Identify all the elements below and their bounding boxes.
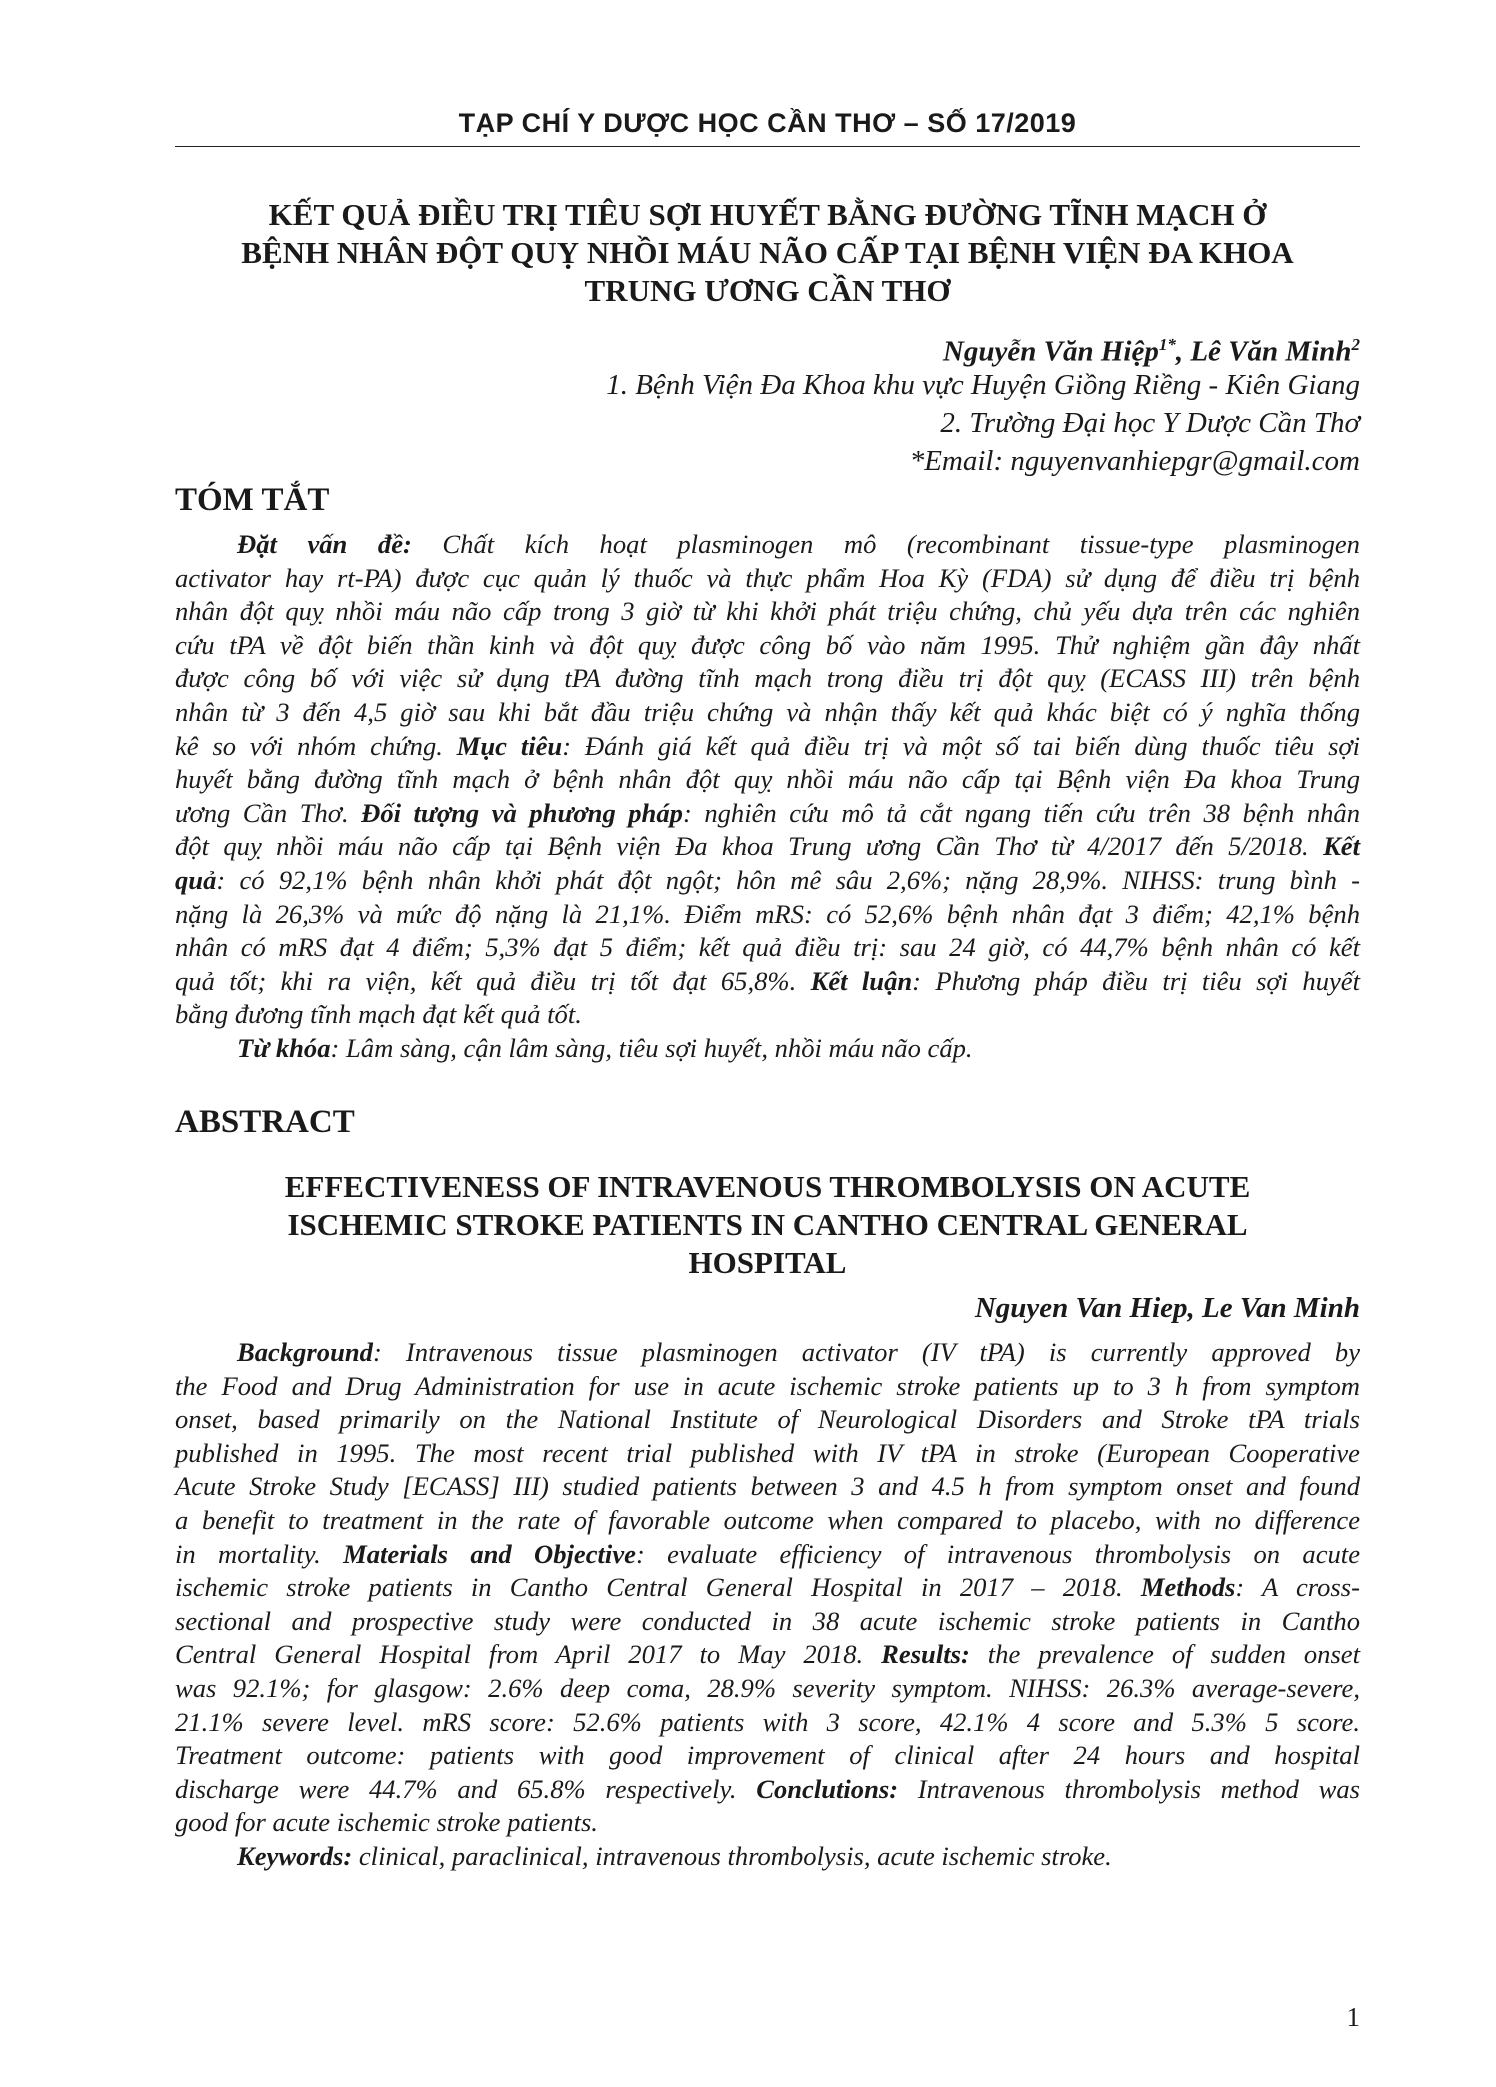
- text-line: nhân từ 3 đến 4,5 giờ sau khi bắt đầu triệu chứng và nhận thấy kết quả khác biệt có ý nghĩa thống: [175, 696, 1360, 727]
- text-line: onset, based primarily on the National Institute of Neurological Disorders and Stroke tPA trials: [175, 1404, 1360, 1435]
- section-heading-abstract: ABSTRACT: [175, 1104, 355, 1140]
- text-line: good for acute ischemic stroke patients.: [175, 1807, 598, 1838]
- authors-vi: [175, 326, 1360, 371]
- text-line: kê so với nhóm chứng. Mục tiêu: Đánh giá kết quả điều trị và một số tai biến dùng thuốc tiêu sợi: [175, 730, 1360, 761]
- text-line: Treatment outcome: patients with good improvement of clinical after 24 hours and hospital: [175, 1740, 1360, 1771]
- text-line: nhân có mRS đạt 4 điểm; 5,3% đạt 5 điểm; kết quả điều trị: sau 24 giờ, có 44,7% bệnh nhân có kết: [175, 932, 1360, 963]
- text-line: đột quỵ nhồi máu não cấp tại Bệnh viện Đa khoa Trung ương Cần Thơ từ 4/2017 đến 5/2018. Kết: [175, 831, 1360, 862]
- keywords-en: Keywords: clinical, paraclinical, intravenous thrombolysis, acute ischemic stroke.: [237, 1840, 1112, 1871]
- title-vi-line: KẾT QUẢ ĐIỀU TRỊ TIÊU SỢI HUYẾT BẰNG ĐƯỜNG TĨNH MẠCH Ở: [268, 197, 1267, 232]
- text-line: 21.1% severe level. mRS score: 52.6% patients with 3 score, 42.1% 4 score and 5.3% 5 score.: [175, 1706, 1360, 1737]
- text-line: published in 1995. The most recent trial published with IV tPA in stroke (European Cooperative: [175, 1437, 1360, 1468]
- text-line: a benefit to treatment in the rate of favorable outcome when compared to placebo, with no difference: [175, 1504, 1360, 1535]
- journal-header: TẠP CHÍ Y DƯỢC HỌC CẦN THƠ – SỐ 17/2019: [458, 108, 1077, 138]
- text-line: huyết bằng đường tĩnh mạch ở bệnh nhân đột quỵ nhồi máu não cấp tại Bệnh viện Đa khoa Trung: [175, 764, 1360, 795]
- text-line: Background: Intravenous tissue plasminogen activator (IV tPA) is currently approved by: [237, 1337, 1360, 1367]
- title-en-line: EFFECTIVENESS OF INTRAVENOUS THROMBOLYSIS ON ACUTE: [284, 1169, 1251, 1204]
- text-line: quả: có 92,1% bệnh nhân khởi phát đột ngột; hôn mê sâu 2,6%; nặng 28,9%. NIHSS: trung bình -: [175, 864, 1360, 895]
- affiliation-1: 1. Bệnh Viện Đa Khoa khu vực Huyện Giồng Riềng - Kiên Giang: [606, 369, 1360, 401]
- article-title-vi: [175, 196, 1360, 310]
- title-vi-line: BỆNH NHÂN ĐỘT QUỴ NHỒI MÁU NÃO CẤP TẠI BỆNH VIỆN ĐA KHOA: [241, 235, 1294, 270]
- text-line: was 92.1%; for glasgow: 2.6% deep coma, 28.9% severity symptom. NIHSS: 26.3% average-severe,: [175, 1672, 1360, 1703]
- author-2-mark: 2: [1351, 335, 1360, 354]
- text-line: Acute Stroke Study [ECASS] III) studied patients between 3 and 4.5 h from symptom onset and found: [175, 1471, 1360, 1502]
- text-line: nhân đột quỵ nhồi máu não cấp trong 3 giờ từ khi khởi phát triệu chứng, chủ yếu dựa trên các nghiên: [175, 596, 1360, 627]
- keywords-vi: Từ khóa: Lâm sàng, cận lâm sàng, tiêu sợi huyết, nhồi máu não cấp.: [237, 1032, 973, 1063]
- tomtat-paragraph: [175, 528, 1360, 1066]
- text-line: cứu tPA về đột biến thần kinh và đột quỵ được công bố vào năm 1995. Thử nghiệm gần đây nhất: [175, 629, 1360, 660]
- text-line: discharge were 44.7% and 65.8% respectively. Conclutions: Intravenous thrombolysis method was: [175, 1773, 1360, 1804]
- contact-email[interactable]: *Email: nguyenvanhiepgr@gmail.com: [909, 445, 1360, 477]
- author-separator: ,: [1175, 335, 1191, 368]
- text-line: quả tốt; khi ra viện, kết quả điều trị tốt đạt 65,8%. Kết luận: Phương pháp điều trị tiêu sợi huyết: [175, 965, 1360, 996]
- abstract-paragraph: [175, 1336, 1360, 1874]
- author-1: Nguyễn Văn Hiệp: [942, 335, 1159, 368]
- text-line: the Food and Drug Administration for use in acute ischemic stroke patients up to 3 h from symptom: [175, 1370, 1360, 1401]
- text-line: Đặt vấn đề: Chất kích hoạt plasminogen mô (recombinant tissue-type plasminogen: [237, 529, 1360, 559]
- text-line: nặng là 26,3% và mức độ nặng là 21,1%. Điểm mRS: có 52,6% bệnh nhân đạt 3 điểm; 42,1% bệnh: [175, 898, 1360, 929]
- text-line: in mortality. Materials and Objective: evaluate efficiency of intravenous thrombolysis on acute: [175, 1538, 1361, 1569]
- title-vi-line: TRUNG ƯƠNG CẦN THƠ: [584, 273, 951, 308]
- author-2: Lê Văn Minh: [1190, 335, 1352, 368]
- title-en-line: HOSPITAL: [688, 1245, 847, 1280]
- text-line: được công bố với việc sử dụng tPA đường tĩnh mạch trong điều trị đột quỵ (ECASS III) trên bệnh: [175, 663, 1360, 694]
- article-title-en: [175, 1168, 1360, 1282]
- authors-en: Nguyen Van Hiep, Le Van Minh: [974, 1292, 1360, 1324]
- header-rule: [175, 146, 1360, 147]
- text-line: ương Cần Thơ. Đối tượng và phương pháp: nghiên cứu mô tả cắt ngang tiến cứu trên 38 bệnh nhân: [175, 797, 1361, 828]
- text-line: ischemic stroke patients in Cantho Central General Hospital in 2017 – 2018. Methods: A cross-: [175, 1572, 1360, 1603]
- title-en-line: ISCHEMIC STROKE PATIENTS IN CANTHO CENTRAL GENERAL: [287, 1207, 1248, 1242]
- text-line: Central General Hospital from April 2017 to May 2018. Results: the prevalence of sudden onset: [175, 1639, 1360, 1670]
- text-line: sectional and prospective study were conducted in 38 acute ischemic stroke patients in Cantho: [175, 1605, 1360, 1636]
- page-number: 1: [1346, 2002, 1360, 2032]
- text-line: bằng đương tĩnh mạch đạt kết quả tốt.: [175, 999, 582, 1030]
- text-line: activator hay rt-PA) được cục quản lý thuốc và thực phẩm Hoa Kỳ (FDA) sử dụng để điều trị bệnh: [175, 562, 1360, 593]
- author-1-mark: 1*: [1158, 335, 1176, 354]
- section-heading-tomtat: TÓM TẮT: [175, 482, 330, 518]
- affiliation-2: 2. Trường Đại học Y Dược Cần Thơ: [940, 407, 1360, 439]
